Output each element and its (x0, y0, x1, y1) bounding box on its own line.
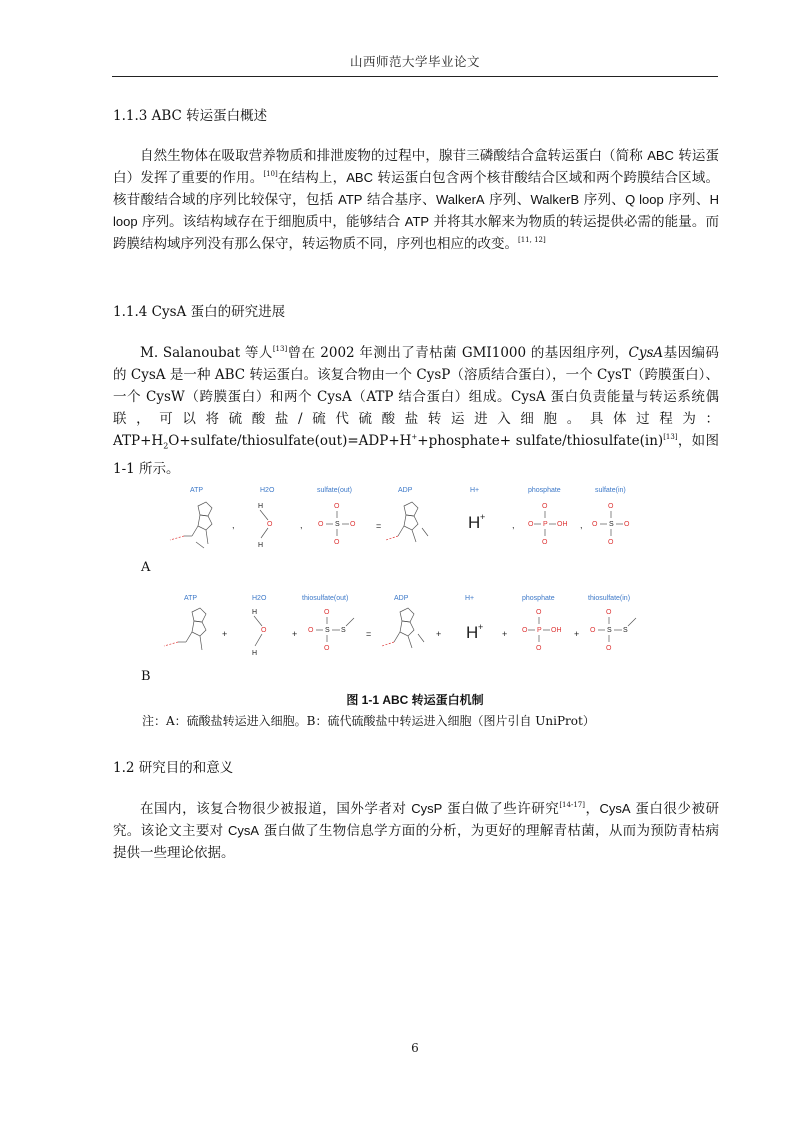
atp-structure (164, 608, 206, 650)
water-structure (258, 503, 273, 549)
svg-text:H: H (252, 650, 258, 657)
section-heading-1-2: 1.2 研究目的和意义 (113, 760, 234, 776)
svg-text:O: O (267, 521, 273, 528)
text-run: 转运蛋白包含两个核苷酸结合区域和两个跨膜结合区域。核苷酸结合域的序列比较保守，包括 (113, 170, 719, 208)
svg-text:S: S (609, 521, 614, 528)
citation-ref: + (411, 433, 418, 441)
label-phosphate: phosphate (522, 595, 555, 602)
text-run: O+sulfate/thiosulfate(out)=ADP+H (168, 433, 412, 449)
label-phosphate: phosphate (528, 487, 561, 494)
proton-symbol: H (468, 513, 481, 532)
phosphate-structure (528, 503, 568, 546)
svg-text:O: O (324, 645, 330, 652)
svg-text:H: H (258, 503, 264, 510)
text-run: 序列。该结构域存在于细胞质中，能够结合 (137, 214, 405, 230)
atp-structure (170, 502, 212, 548)
text-run: M. Salanoubat 等人 (140, 345, 273, 361)
svg-text:O: O (308, 627, 314, 634)
svg-text:O: O (324, 609, 330, 616)
svg-text:O: O (590, 627, 596, 634)
svg-text:+: + (292, 629, 298, 639)
text-run: CysA (599, 801, 631, 816)
label-sulfate-in: sulfate(in) (595, 487, 626, 494)
svg-text:,: , (232, 520, 235, 530)
svg-text:S: S (607, 627, 612, 634)
label-h2o: H2O (252, 595, 267, 602)
svg-text:O: O (334, 503, 340, 510)
svg-text:O: O (608, 503, 614, 510)
svg-text:O: O (624, 521, 630, 528)
svg-text:=: = (376, 521, 382, 531)
text-run: CysP (411, 801, 443, 816)
figure-caption: 图 1-1 ABC 转运蛋白机制 (346, 693, 484, 707)
text-run: 转运蛋白）发挥了重要的作用。 (113, 148, 719, 186)
text-run: 在国内，该复合物很少被报道，国外学者对 (140, 801, 412, 817)
panel-label-b: B (141, 669, 151, 684)
svg-text:O: O (350, 521, 356, 528)
phosphate-structure (522, 609, 562, 652)
label-h-plus: H+ (465, 595, 475, 602)
water-structure (252, 609, 267, 657)
label-adp: ADP (394, 595, 409, 602)
svg-text:P: P (543, 521, 548, 528)
svg-text:O: O (528, 521, 534, 528)
text-run: ABC (647, 148, 674, 163)
svg-text:S: S (623, 627, 628, 634)
svg-text:O: O (536, 609, 542, 616)
text-run: 结合基序、 (362, 192, 436, 208)
label-h2o: H2O (260, 487, 275, 494)
figure-note: 注：A：硫酸盐转运进入细胞。B：硫代硫酸盐中转运进入细胞（图片引自 UniProt） (142, 714, 595, 728)
label-atp: ATP (184, 595, 198, 602)
thiosulfate-in-structure (590, 609, 636, 652)
svg-text:S: S (341, 627, 346, 634)
text-run: CysA (628, 345, 664, 361)
svg-text:S: S (325, 627, 330, 634)
label-atp: ATP (190, 487, 204, 494)
svg-text:P: P (537, 627, 542, 634)
running-header: 山西师范大学毕业论文 (349, 54, 480, 69)
text-run: 序列、 (663, 192, 710, 208)
text-run: H loop (113, 192, 720, 229)
header-rule (112, 76, 718, 77)
svg-text:O: O (522, 627, 528, 634)
text-run: CysA (228, 823, 260, 838)
text-run: ，如图 1-1 所示。 (113, 433, 719, 477)
svg-text:+: + (574, 629, 580, 639)
svg-text:+: + (222, 629, 228, 639)
text-run: ATP (404, 214, 430, 229)
text-run: 并将其水解来为物质的转运提供必需的能量。而跨膜结构域序列没有那么保守，转运物质不同，序列也相应的改变。 (113, 214, 719, 252)
text-run: ， (584, 801, 600, 817)
reaction-scheme-b (160, 592, 660, 667)
paragraph-research-purpose (113, 798, 719, 864)
citation-ref: [13] (272, 345, 288, 353)
svg-text:=: = (366, 629, 372, 639)
label-adp: ADP (398, 487, 413, 494)
label-thiosulfate-out: thiosulfate(out) (302, 595, 349, 602)
citation-ref: [11, 12] (518, 236, 546, 244)
text-run: 曾在 2002 年测出了青枯菌 GMI1000 的基因组序列， (287, 345, 629, 361)
svg-text:O: O (542, 503, 548, 510)
thiosulfate-out-structure (308, 609, 354, 652)
svg-text:H: H (252, 609, 258, 616)
adp-structure (386, 502, 428, 542)
svg-text:O: O (261, 627, 267, 634)
text-run: ABC (346, 170, 373, 185)
svg-text:+: + (480, 512, 486, 522)
text-run: Q loop (625, 192, 664, 207)
text-run: 序列、 (579, 192, 626, 208)
label-sulfate-out: sulfate(out) (317, 487, 353, 494)
svg-text:O: O (606, 609, 612, 616)
svg-text:H: H (258, 542, 264, 549)
text-run: 序列、 (484, 192, 531, 208)
text-run: 蛋白做了生物信息学方面的分析，为更好的理解青枯菌，从而为预防青枯病提供一些理论依据。 (113, 823, 719, 861)
text-run: ATP (338, 192, 363, 207)
svg-text:,: , (580, 520, 583, 530)
subscript: 2 (163, 441, 169, 451)
label-h-plus: H+ (470, 487, 480, 494)
svg-text:S: S (335, 521, 340, 528)
proton-symbol: H (466, 623, 479, 642)
reaction-scheme-a (160, 484, 660, 559)
section-heading-1-1-3: 1.1.3 ABC 转运蛋白概述 (113, 108, 268, 124)
svg-text:O: O (592, 521, 598, 528)
citation-ref: [10] (263, 170, 278, 178)
sulfate-out-structure (318, 503, 356, 546)
citation-ref: [14-17] (559, 801, 585, 809)
paragraph-abc-overview (113, 145, 719, 255)
svg-text:,: , (512, 520, 515, 530)
panel-label-a: A (141, 560, 151, 575)
svg-text:+: + (478, 622, 484, 632)
svg-text:O: O (608, 539, 614, 546)
svg-text:OH: OH (557, 521, 568, 528)
text-run: 在结构上， (277, 170, 347, 186)
svg-text:OH: OH (551, 627, 562, 634)
svg-text:,: , (300, 520, 303, 530)
svg-text:O: O (606, 645, 612, 652)
page-number: 6 (411, 1041, 419, 1055)
svg-text:O: O (536, 645, 542, 652)
svg-text:O: O (318, 521, 324, 528)
text-run: WalkerA (435, 192, 485, 207)
text-run: WalkerB (530, 192, 580, 207)
text-run: +phosphate+ sulfate/thiosulfate(in) (417, 433, 664, 449)
paragraph-cysa-progress (113, 342, 719, 480)
text-run: 自然生物体在吸取营养物质和排泄废物的过程中，腺苷三磷酸结合盒转运蛋白（简称 (140, 148, 648, 164)
svg-text:+: + (436, 629, 442, 639)
label-thiosulfate-in: thiosulfate(in) (588, 595, 631, 602)
citation-ref: [13] (663, 433, 678, 441)
svg-text:O: O (334, 539, 340, 546)
adp-structure (382, 608, 424, 648)
text-run: 蛋白做了些许研究 (442, 801, 560, 817)
text-run: 蛋白很少被研究。该论文主要对 (113, 801, 720, 839)
svg-text:+: + (502, 629, 508, 639)
sulfate-in-structure (592, 503, 630, 546)
section-heading-1-1-4: 1.1.4 CysA 蛋白的研究进展 (113, 304, 286, 320)
svg-text:O: O (542, 539, 548, 546)
text-run: 基因编码的 CysA 是一种 ABC 转运蛋白。该复合物由一个 CysP（溶质结合蛋白），一个 CysT（跨膜蛋白）、一个 CysW（跨膜蛋白）和两个 CysA（ATP 结合蛋白）组成。CysA 蛋白负责能量与转运系统偶联，可以将硫酸盐/硫代硫酸盐转运进入细胞。具体过程为：ATP+H (113, 345, 720, 449)
